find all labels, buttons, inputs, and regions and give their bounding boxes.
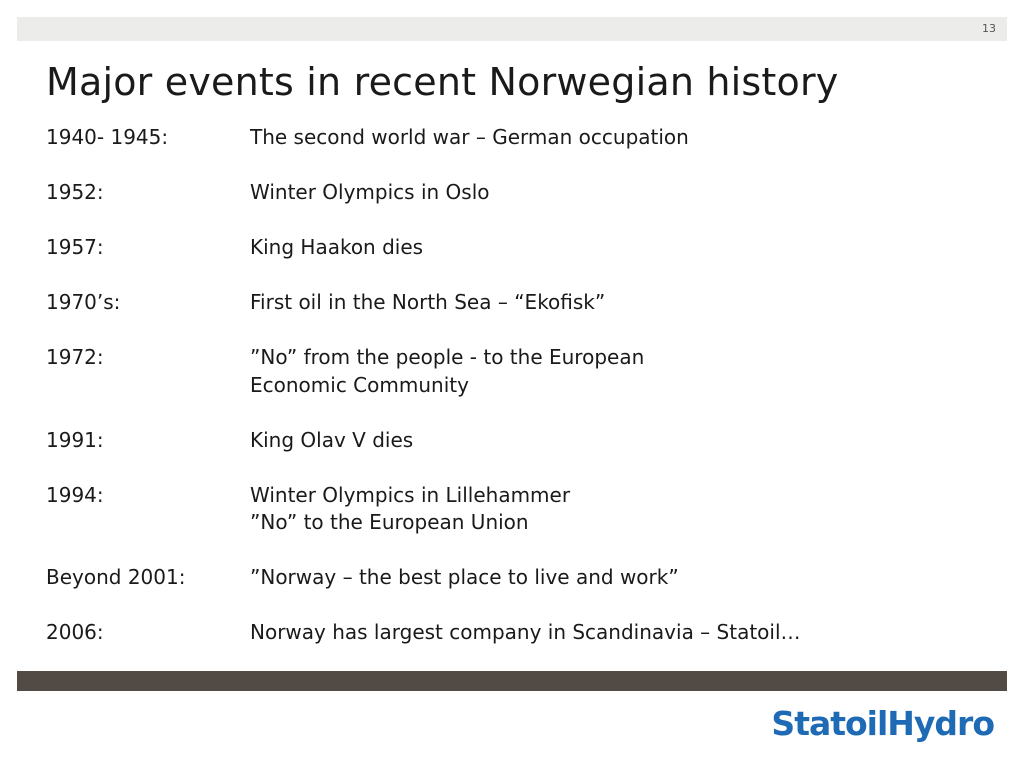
event-row xyxy=(46,289,946,317)
event-row xyxy=(46,234,946,262)
event-date: 1957: xyxy=(46,235,104,259)
event-date: 1940- 1945: xyxy=(46,125,169,149)
event-description: ”No” from the people - to the European Economic Community xyxy=(250,345,645,397)
event-date: Beyond 2001: xyxy=(46,565,186,589)
event-row xyxy=(46,344,946,399)
event-row xyxy=(46,564,946,592)
event-date: 2006: xyxy=(46,620,104,644)
statoilhydro-logo: StatoilHydro xyxy=(771,704,994,743)
event-date: 1972: xyxy=(46,345,104,369)
event-description: Norway has largest company in Scandinavia – Statoil… xyxy=(250,620,801,644)
event-description: King Haakon dies xyxy=(250,235,424,259)
event-description: ”Norway – the best place to live and work” xyxy=(250,565,679,589)
footer-band xyxy=(17,671,1007,691)
events-list xyxy=(46,124,946,674)
event-date: 1970’s: xyxy=(46,290,121,314)
slide-title: Major events in recent Norwegian history xyxy=(46,60,839,104)
event-date: 1991: xyxy=(46,427,104,452)
event-date: 1952: xyxy=(46,180,104,204)
header-band xyxy=(17,17,1007,41)
event-description: First oil in the North Sea – “Ekofisk” xyxy=(250,290,606,314)
page-number: 13 xyxy=(982,22,996,35)
event-row xyxy=(46,179,946,207)
event-row xyxy=(46,619,946,647)
event-description: Winter Olympics in Lillehammer ”No” to the European Union xyxy=(250,482,571,534)
event-row xyxy=(46,427,946,455)
event-date: 1994: xyxy=(46,482,104,507)
event-description: King Olav V dies xyxy=(250,427,414,452)
event-row xyxy=(46,124,946,152)
event-description: Winter Olympics in Oslo xyxy=(250,180,490,204)
event-row xyxy=(46,482,946,537)
event-description: The second world war – German occupation xyxy=(250,125,689,149)
